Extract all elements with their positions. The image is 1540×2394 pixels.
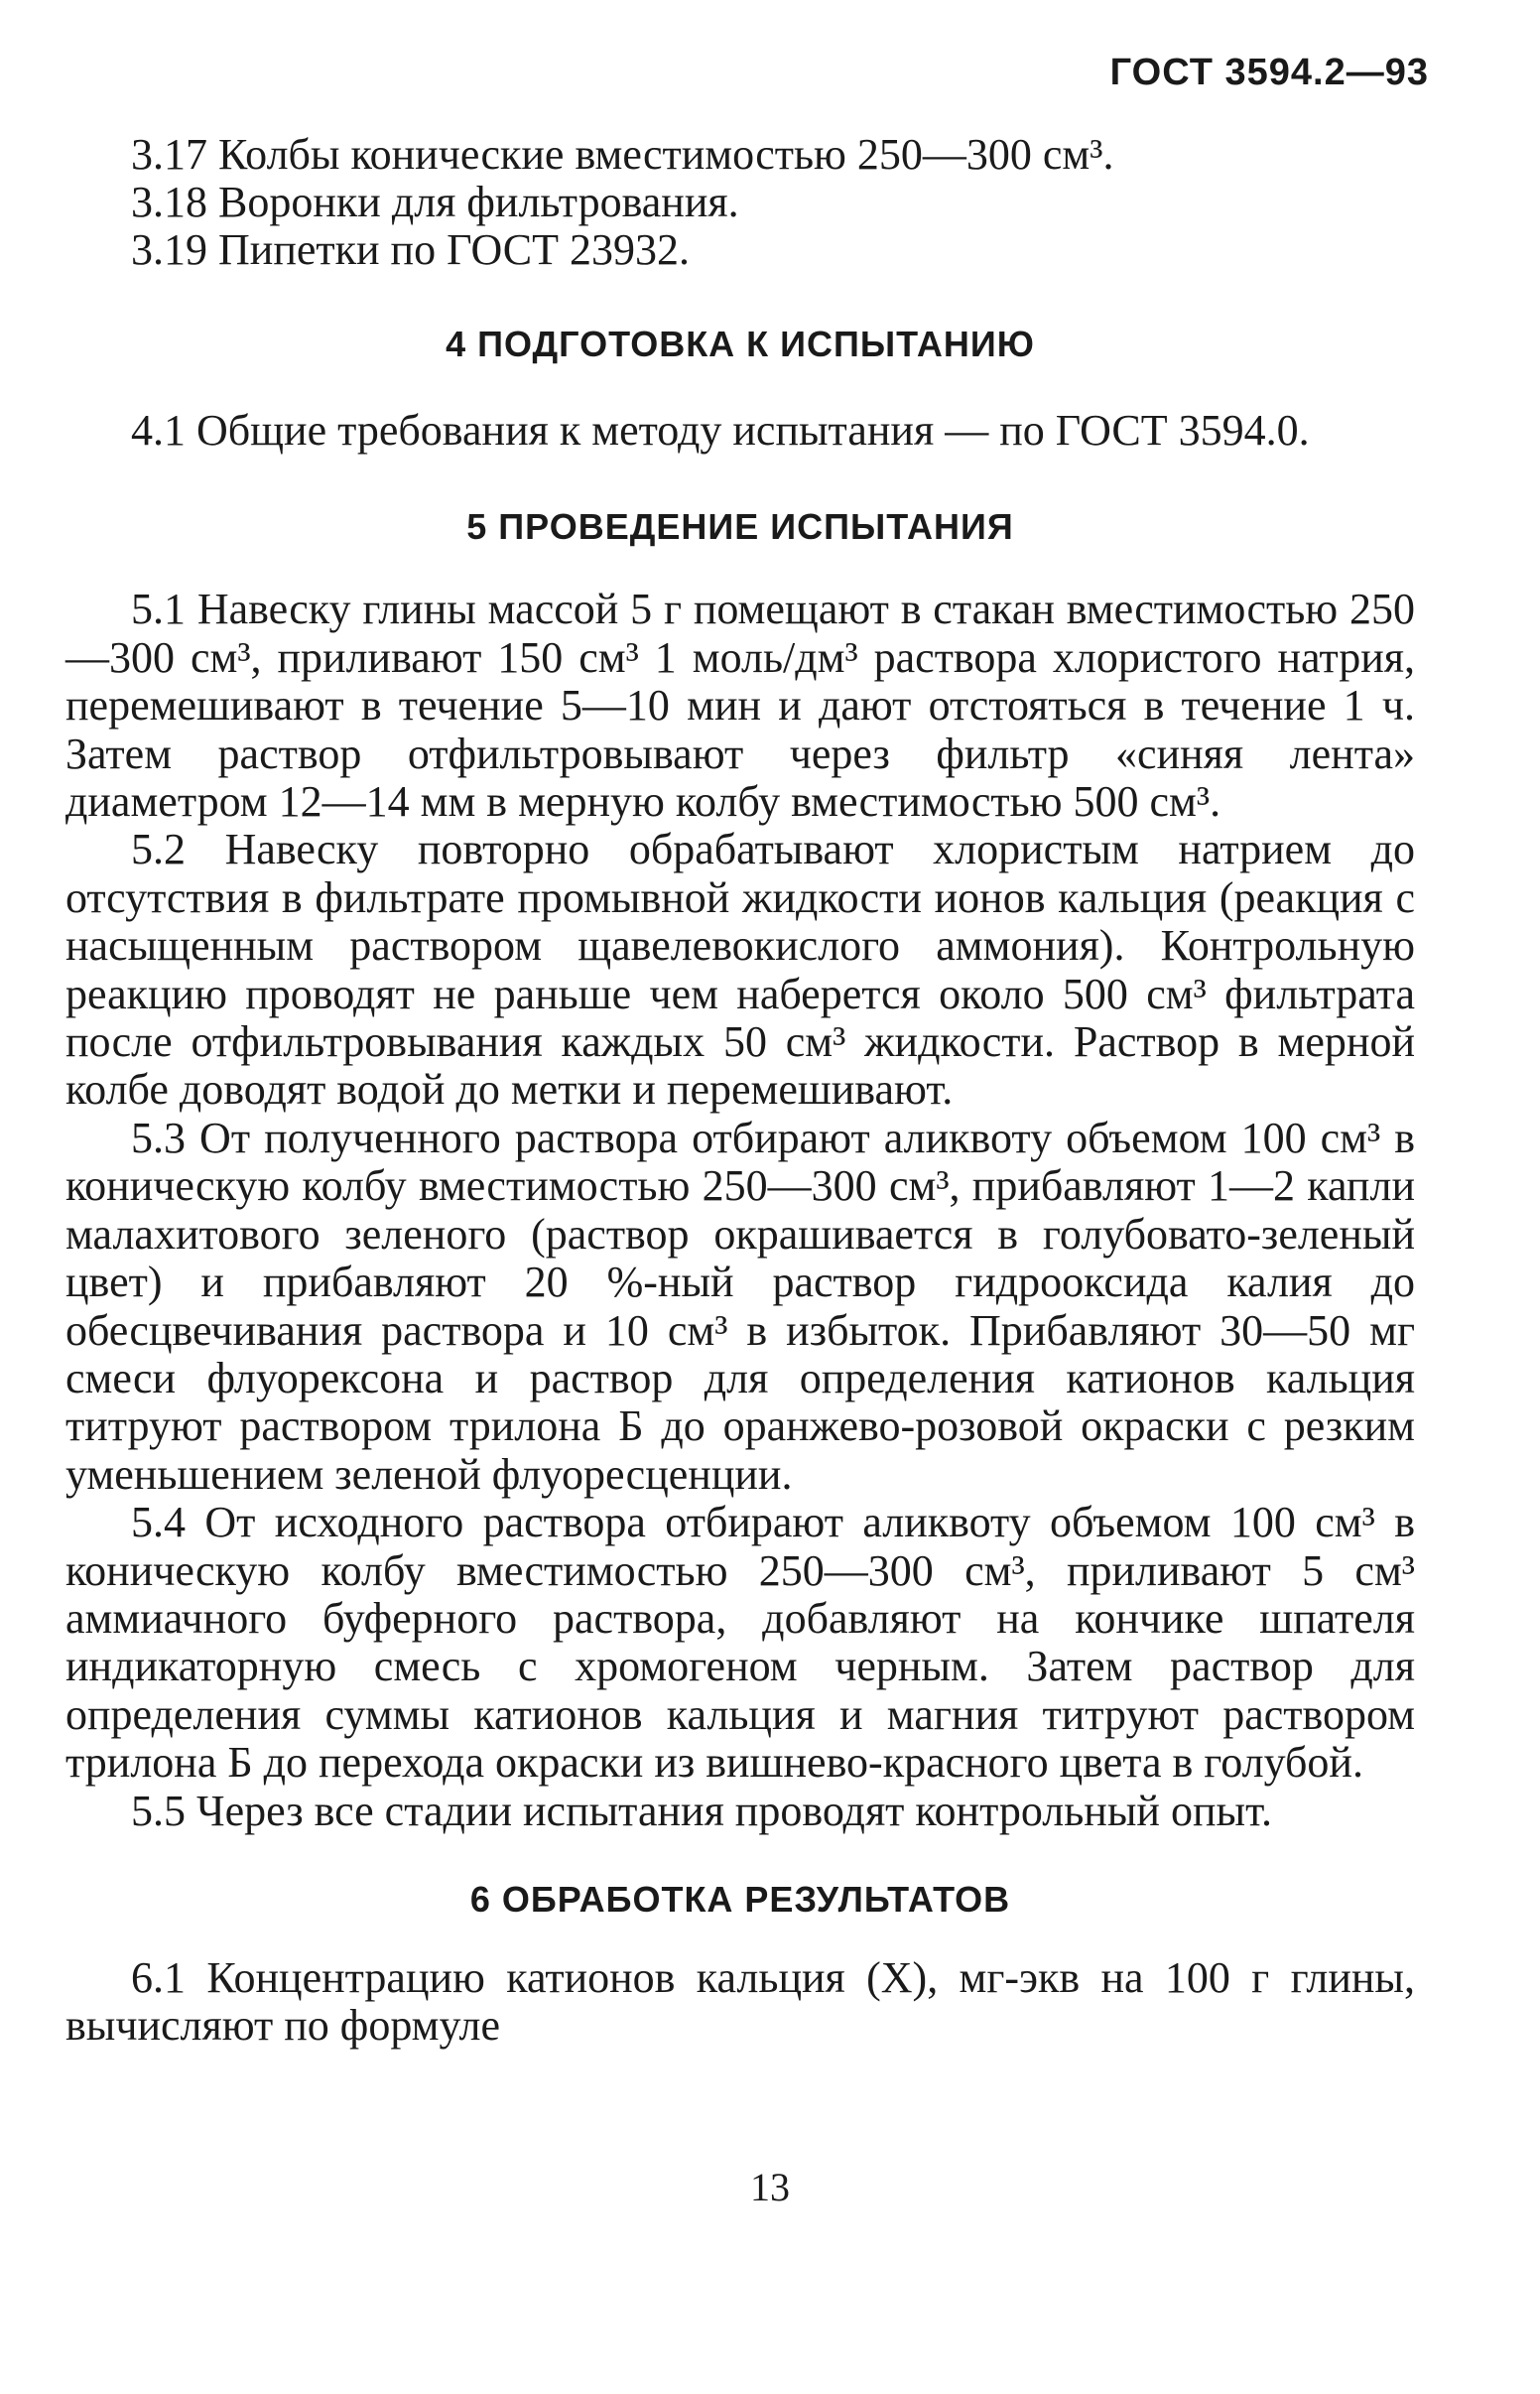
paragraph-5-3: 5.3 От полученного раствора отбирают аликвоту объемом 100 см³ в коническую колбу вместимостью 250—300 см³, прибавляют 1—2 капли малахитового зеленого (раствор окрашивается в голубовато-зеленый цвет) и прибавляют 20 %-ный раствор гидрооксида калия до обесцвечивания раствора и 10 см³ в избыток. Прибавляют 30—50 мг смеси флуорексона и раствор для определения катионов кальция титруют раствором трилона Б до оранжево-розовой окраски с резким уменьшением зеленой флуоресценции. (65, 1113, 1415, 1499)
paragraph-6-1: 6.1 Концентрацию катионов кальция (X), мг-экв на 100 г глины, вычисляют по формуле (65, 1952, 1415, 2051)
page-content (65, 131, 1415, 2051)
equipment-item: 3.17 Колбы конические вместимостью 250—300 см³. (131, 130, 1114, 179)
paragraph-5-1: 5.1 Навеску глины массой 5 г помещают в стакан вместимостью 250—300 см³, приливают 150 см³ 1 моль/дм³ раствора хлористого натрия, перемешивают в течение 5—10 мин и дают отстояться в течение 1 ч. Затем раствор отфильтровывают через фильтр «синяя лента» диаметром 12—14 мм в мерную колбу вместимостью 500 см³. (65, 585, 1415, 827)
section-title-results: 6 ОБРАБОТКА РЕЗУЛЬТАТОВ (469, 1878, 1011, 1920)
paragraph-5-5: 5.5 Через все стадии испытания проводят контрольный опыт. (131, 1786, 1272, 1835)
paragraph-4-1: 4.1 Общие требования к методу испытания — по ГОСТ 3594.0. (131, 406, 1310, 455)
standard-code-header: ГОСТ 3594.2—93 (1109, 52, 1429, 93)
section-title-procedure: 5 ПРОВЕДЕНИЕ ИСПЫТАНИЯ (466, 506, 1014, 548)
paragraph-5-4: 5.4 От исходного раствора отбирают аликвоту объемом 100 см³ в коническую колбу вместимостью 250—300 см³, приливают 5 см³ аммиачного буферного раствора, добавляют на кончике шпателя индикаторную смесь с хромогеном черным. Затем раствор для определения суммы катионов кальция и магния титруют раствором трилона Б до перехода окраски из вишнево-красного цвета в голубой. (65, 1498, 1415, 1788)
page-number: 13 (750, 2165, 790, 2209)
equipment-list (65, 131, 1415, 274)
paragraph-5-2: 5.2 Навеску повторно обрабатывают хлористым натрием до отсутствия в фильтрате промывной жидкости ионов кальция (реакция с насыщенным раствором щавелевокислого аммония). Контрольную реакцию проводят не раньше чем наберется около 500 см³ фильтрата после отфильтровывания каждых 50 см³ жидкости. Раствор в мерной колбе доводят водой до метки и перемешивают. (65, 825, 1415, 1115)
section-title-preparation: 4 ПОДГОТОВКА К ИСПЫТАНИЮ (446, 324, 1035, 364)
equipment-item: 3.19 Пипетки по ГОСТ 23932. (131, 225, 690, 274)
equipment-item: 3.18 Воронки для фильтрования. (131, 178, 739, 226)
